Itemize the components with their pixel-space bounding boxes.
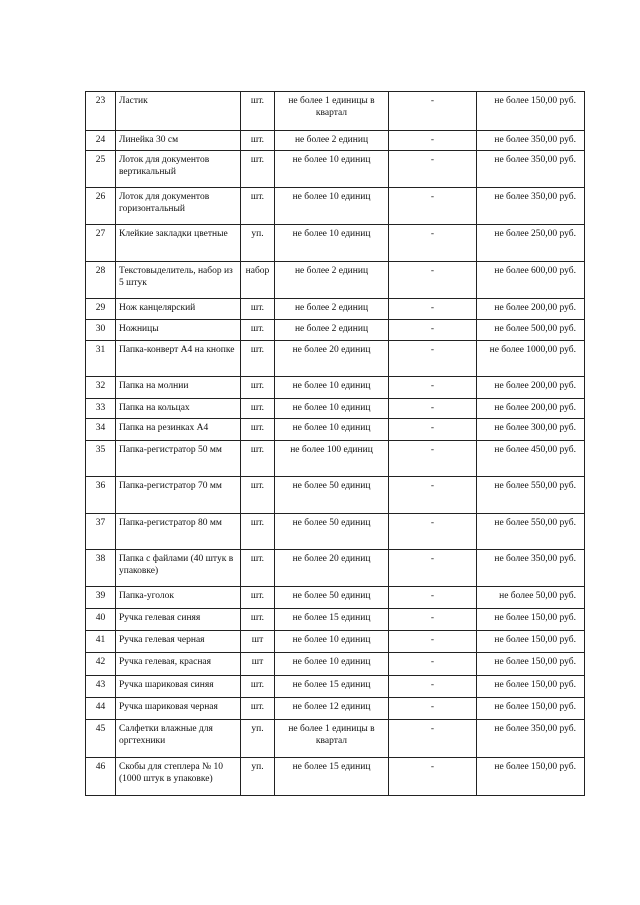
row-number: 41 (86, 631, 116, 653)
item-unit: шт (241, 631, 275, 653)
item-name: Папка на кольцах (116, 399, 241, 419)
item-quantity: не более 50 единиц (275, 514, 389, 550)
table-row (86, 188, 585, 225)
item-unit: шт. (241, 441, 275, 477)
row-number: 33 (86, 399, 116, 419)
item-unit: набор (241, 262, 275, 299)
item-name: Ручка гелевая, красная (116, 653, 241, 676)
item-quantity: не более 2 единиц (275, 262, 389, 299)
item-price: не более 150,00 руб. (477, 758, 585, 796)
table-row (86, 720, 585, 758)
item-price: не более 350,00 руб. (477, 720, 585, 758)
item-name: Лоток для документов вертикальный (116, 151, 241, 188)
table-row (86, 653, 585, 676)
item-dash: - (389, 341, 477, 377)
item-dash: - (389, 377, 477, 399)
item-price: не более 150,00 руб. (477, 698, 585, 720)
item-quantity: не более 10 единиц (275, 377, 389, 399)
item-name: Папка на резинках А4 (116, 419, 241, 441)
table-row (86, 477, 585, 514)
item-name: Скобы для степлера № 10 (1000 штук в упаковке) (116, 758, 241, 796)
item-quantity: не более 10 единиц (275, 399, 389, 419)
item-name: Нож канцелярский (116, 299, 241, 320)
row-number: 36 (86, 477, 116, 514)
item-dash: - (389, 676, 477, 698)
item-unit: шт. (241, 151, 275, 188)
item-price: не более 1000,00 руб. (477, 341, 585, 377)
item-unit: шт. (241, 341, 275, 377)
item-quantity: не более 2 единиц (275, 320, 389, 341)
item-quantity: не более 20 единиц (275, 341, 389, 377)
table-row (86, 377, 585, 399)
item-price: не более 550,00 руб. (477, 514, 585, 550)
table-row (86, 758, 585, 796)
row-number: 35 (86, 441, 116, 477)
item-quantity: не более 15 единиц (275, 676, 389, 698)
item-dash: - (389, 477, 477, 514)
item-name: Ручка гелевая черная (116, 631, 241, 653)
item-unit: шт. (241, 550, 275, 587)
item-name: Клейкие закладки цветные (116, 225, 241, 262)
item-dash: - (389, 550, 477, 587)
table-row (86, 299, 585, 320)
row-number: 24 (86, 131, 116, 151)
item-dash: - (389, 151, 477, 188)
item-unit: шт. (241, 676, 275, 698)
item-quantity: не более 10 единиц (275, 631, 389, 653)
item-unit: шт. (241, 609, 275, 631)
item-dash: - (389, 299, 477, 320)
item-price: не более 500,00 руб. (477, 320, 585, 341)
item-name: Салфетки влажные для оргтехники (116, 720, 241, 758)
item-name: Папка-конверт А4 на кнопке (116, 341, 241, 377)
item-price: не более 200,00 руб. (477, 399, 585, 419)
item-price: не более 350,00 руб. (477, 550, 585, 587)
item-dash: - (389, 587, 477, 609)
item-name: Ручка шариковая синяя (116, 676, 241, 698)
table-row (86, 698, 585, 720)
item-dash: - (389, 631, 477, 653)
item-quantity: не более 20 единиц (275, 550, 389, 587)
item-dash: - (389, 131, 477, 151)
table-row (86, 399, 585, 419)
row-number: 34 (86, 419, 116, 441)
row-number: 26 (86, 188, 116, 225)
item-price: не более 150,00 руб. (477, 92, 585, 131)
table-body (86, 92, 585, 796)
row-number: 29 (86, 299, 116, 320)
item-unit: уп. (241, 758, 275, 796)
item-quantity: не более 50 единиц (275, 587, 389, 609)
item-price: не более 200,00 руб. (477, 377, 585, 399)
item-unit: шт. (241, 188, 275, 225)
table-row (86, 341, 585, 377)
item-name: Папка-регистратор 80 мм (116, 514, 241, 550)
row-number: 28 (86, 262, 116, 299)
row-number: 32 (86, 377, 116, 399)
item-price: не более 150,00 руб. (477, 609, 585, 631)
item-quantity: не более 15 единиц (275, 758, 389, 796)
item-dash: - (389, 399, 477, 419)
item-unit: шт. (241, 131, 275, 151)
table-row (86, 609, 585, 631)
row-number: 40 (86, 609, 116, 631)
table-row (86, 676, 585, 698)
item-name: Папка-уголок (116, 587, 241, 609)
item-quantity: не более 2 единиц (275, 299, 389, 320)
row-number: 45 (86, 720, 116, 758)
table-row (86, 550, 585, 587)
row-number: 31 (86, 341, 116, 377)
item-quantity: не более 50 единиц (275, 477, 389, 514)
item-unit: шт. (241, 377, 275, 399)
row-number: 25 (86, 151, 116, 188)
item-unit: шт. (241, 320, 275, 341)
item-price: не более 300,00 руб. (477, 419, 585, 441)
row-number: 23 (86, 92, 116, 131)
item-dash: - (389, 698, 477, 720)
item-name: Папка с файлами (40 штук в упаковке) (116, 550, 241, 587)
item-price: не более 600,00 руб. (477, 262, 585, 299)
item-price: не более 350,00 руб. (477, 131, 585, 151)
item-dash: - (389, 609, 477, 631)
table-row (86, 262, 585, 299)
item-quantity: не более 100 единиц (275, 441, 389, 477)
row-number: 42 (86, 653, 116, 676)
document-page (85, 91, 584, 796)
item-dash: - (389, 441, 477, 477)
item-price: не более 150,00 руб. (477, 631, 585, 653)
item-quantity: не более 10 единиц (275, 653, 389, 676)
item-price: не более 350,00 руб. (477, 188, 585, 225)
row-number: 44 (86, 698, 116, 720)
supplies-table (85, 91, 585, 796)
item-price: не более 350,00 руб. (477, 151, 585, 188)
item-name: Папка на молнии (116, 377, 241, 399)
row-number: 46 (86, 758, 116, 796)
item-name: Текстовыделитель, набор из 5 штук (116, 262, 241, 299)
item-quantity: не более 10 единиц (275, 225, 389, 262)
item-quantity: не более 10 единиц (275, 151, 389, 188)
item-unit: шт. (241, 92, 275, 131)
table-row (86, 225, 585, 262)
item-name: Лоток для документов горизонтальный (116, 188, 241, 225)
item-price: не более 150,00 руб. (477, 676, 585, 698)
item-price: не более 200,00 руб. (477, 299, 585, 320)
row-number: 38 (86, 550, 116, 587)
row-number: 43 (86, 676, 116, 698)
item-dash: - (389, 188, 477, 225)
item-dash: - (389, 514, 477, 550)
item-unit: шт. (241, 399, 275, 419)
table-row (86, 441, 585, 477)
item-dash: - (389, 320, 477, 341)
item-name: Ножницы (116, 320, 241, 341)
item-unit: шт. (241, 299, 275, 320)
item-name: Ручка гелевая синяя (116, 609, 241, 631)
item-price: не более 150,00 руб. (477, 653, 585, 676)
item-price: не более 450,00 руб. (477, 441, 585, 477)
table-row (86, 514, 585, 550)
item-price: не более 50,00 руб. (477, 587, 585, 609)
table-row (86, 419, 585, 441)
item-unit: уп. (241, 720, 275, 758)
row-number: 30 (86, 320, 116, 341)
table-row (86, 151, 585, 188)
item-quantity: не более 10 единиц (275, 188, 389, 225)
row-number: 27 (86, 225, 116, 262)
item-quantity: не более 1 единицы в квартал (275, 720, 389, 758)
table-row (86, 320, 585, 341)
item-name: Ручка шариковая черная (116, 698, 241, 720)
item-name: Папка-регистратор 50 мм (116, 441, 241, 477)
item-dash: - (389, 419, 477, 441)
item-quantity: не более 10 единиц (275, 419, 389, 441)
item-dash: - (389, 720, 477, 758)
item-unit: шт. (241, 698, 275, 720)
item-quantity: не более 12 единиц (275, 698, 389, 720)
item-name: Линейка 30 см (116, 131, 241, 151)
table-row (86, 92, 585, 131)
item-name: Папка-регистратор 70 мм (116, 477, 241, 514)
item-quantity: не более 2 единиц (275, 131, 389, 151)
item-price: не более 250,00 руб. (477, 225, 585, 262)
table-row (86, 131, 585, 151)
item-dash: - (389, 758, 477, 796)
row-number: 37 (86, 514, 116, 550)
item-quantity: не более 1 единицы в квартал (275, 92, 389, 131)
item-quantity: не более 15 единиц (275, 609, 389, 631)
item-unit: шт. (241, 477, 275, 514)
item-dash: - (389, 653, 477, 676)
row-number: 39 (86, 587, 116, 609)
item-dash: - (389, 262, 477, 299)
table-row (86, 631, 585, 653)
item-unit: шт (241, 653, 275, 676)
item-unit: шт. (241, 419, 275, 441)
item-name: Ластик (116, 92, 241, 131)
item-unit: уп. (241, 225, 275, 262)
table-row (86, 587, 585, 609)
item-price: не более 550,00 руб. (477, 477, 585, 514)
item-unit: шт. (241, 514, 275, 550)
item-dash: - (389, 225, 477, 262)
item-unit: шт. (241, 587, 275, 609)
item-dash: - (389, 92, 477, 131)
